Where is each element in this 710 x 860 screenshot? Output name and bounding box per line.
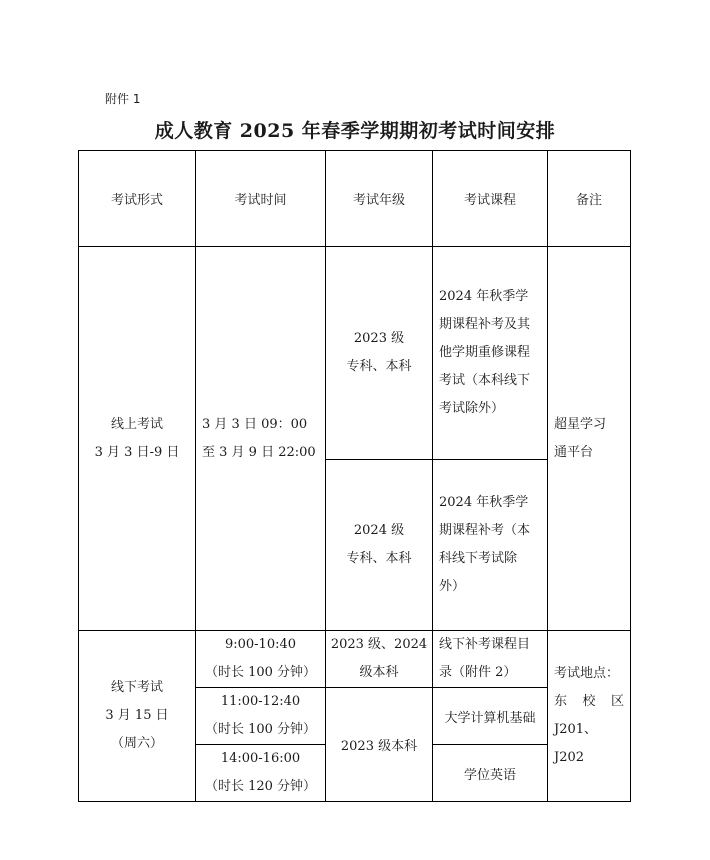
course-line: 科线下考试除 [439, 551, 518, 566]
online-form-label: 线上考试 [110, 416, 163, 432]
course-line: 考试除外） [439, 401, 505, 416]
online-grade-2024 [326, 460, 433, 631]
online-grade-2023 [326, 247, 433, 460]
course-line: 外） [439, 579, 466, 594]
offline-row-1 [79, 631, 631, 688]
offline-session-3 [196, 745, 326, 802]
attachment-label: 附件 1 [105, 92, 141, 106]
online-course-2024 [433, 460, 548, 631]
offline-session-1 [196, 631, 326, 688]
note-line: 东 校 区 [554, 694, 624, 709]
header-exam-time: 考试时间 [196, 151, 326, 247]
grade-line: 2024 级 [353, 523, 405, 538]
header-exam-course: 考试课程 [433, 151, 548, 247]
offline-course-second: 大学计算机基础 [433, 688, 548, 745]
course-line: 录（附件 2） [439, 665, 517, 680]
note-line: 通平台 [554, 444, 594, 460]
online-time-end: 至 3 月 9 日 22:00 [202, 444, 316, 460]
online-row-1 [79, 247, 631, 460]
header-exam-grade: 考试年级 [326, 151, 433, 247]
offline-remarks [548, 631, 631, 802]
online-remarks [548, 247, 631, 631]
course-line: 期课程补考（本 [439, 523, 531, 538]
session-duration: （时长 120 分钟） [204, 779, 317, 794]
offline-course-third: 学位英语 [433, 745, 548, 802]
session-time: 14:00-16:00 [220, 751, 301, 766]
note-line: 考试地点： [554, 666, 620, 681]
online-time-start: 3 月 3 日 09：00 [202, 416, 308, 432]
online-course-2023 [433, 247, 548, 460]
note-line: 超星学习 [554, 416, 607, 432]
note-line: J201、J202 [554, 722, 598, 765]
offline-form-weekday: （周六） [110, 736, 163, 751]
grade-line: 2023 级、2024 [330, 637, 428, 652]
course-line: 2024 年秋季学 [439, 495, 529, 510]
grade-line: 专科、本科 [346, 359, 412, 374]
course-line: 线下补考课程目 [439, 637, 531, 652]
grade-line: 2023 级 [353, 331, 405, 346]
course-line: 考试（本科线下 [439, 373, 531, 388]
course-line: 2024 年秋季学 [439, 289, 529, 304]
offline-exam-form [79, 631, 196, 802]
document-title: 成人教育 2025 年春季学期期初考试时间安排 [154, 120, 556, 142]
grade-line: 专科、本科 [346, 551, 412, 566]
header-exam-form: 考试形式 [79, 151, 196, 247]
session-time: 11:00-12:40 [220, 694, 301, 709]
online-form-dates: 3 月 3 日-9 日 [94, 444, 180, 460]
online-exam-time [196, 247, 326, 631]
offline-grade-second: 2023 级本科 [326, 688, 433, 802]
offline-session-2 [196, 688, 326, 745]
exam-schedule-table [78, 150, 631, 802]
offline-form-label: 线下考试 [110, 680, 163, 695]
header-remarks: 备注 [548, 151, 631, 247]
course-line: 期课程补考及其 [439, 317, 531, 332]
session-time: 9:00-10:40 [224, 637, 297, 652]
offline-grade-first [326, 631, 433, 688]
course-line: 他学期重修课程 [439, 345, 531, 360]
session-duration: （时长 100 分钟） [204, 665, 317, 680]
online-exam-form [79, 247, 196, 631]
offline-form-date: 3 月 15 日 [105, 708, 169, 723]
header-row [79, 151, 631, 247]
grade-line: 级本科 [359, 665, 399, 680]
session-duration: （时长 100 分钟） [204, 722, 317, 737]
offline-course-first [433, 631, 548, 688]
